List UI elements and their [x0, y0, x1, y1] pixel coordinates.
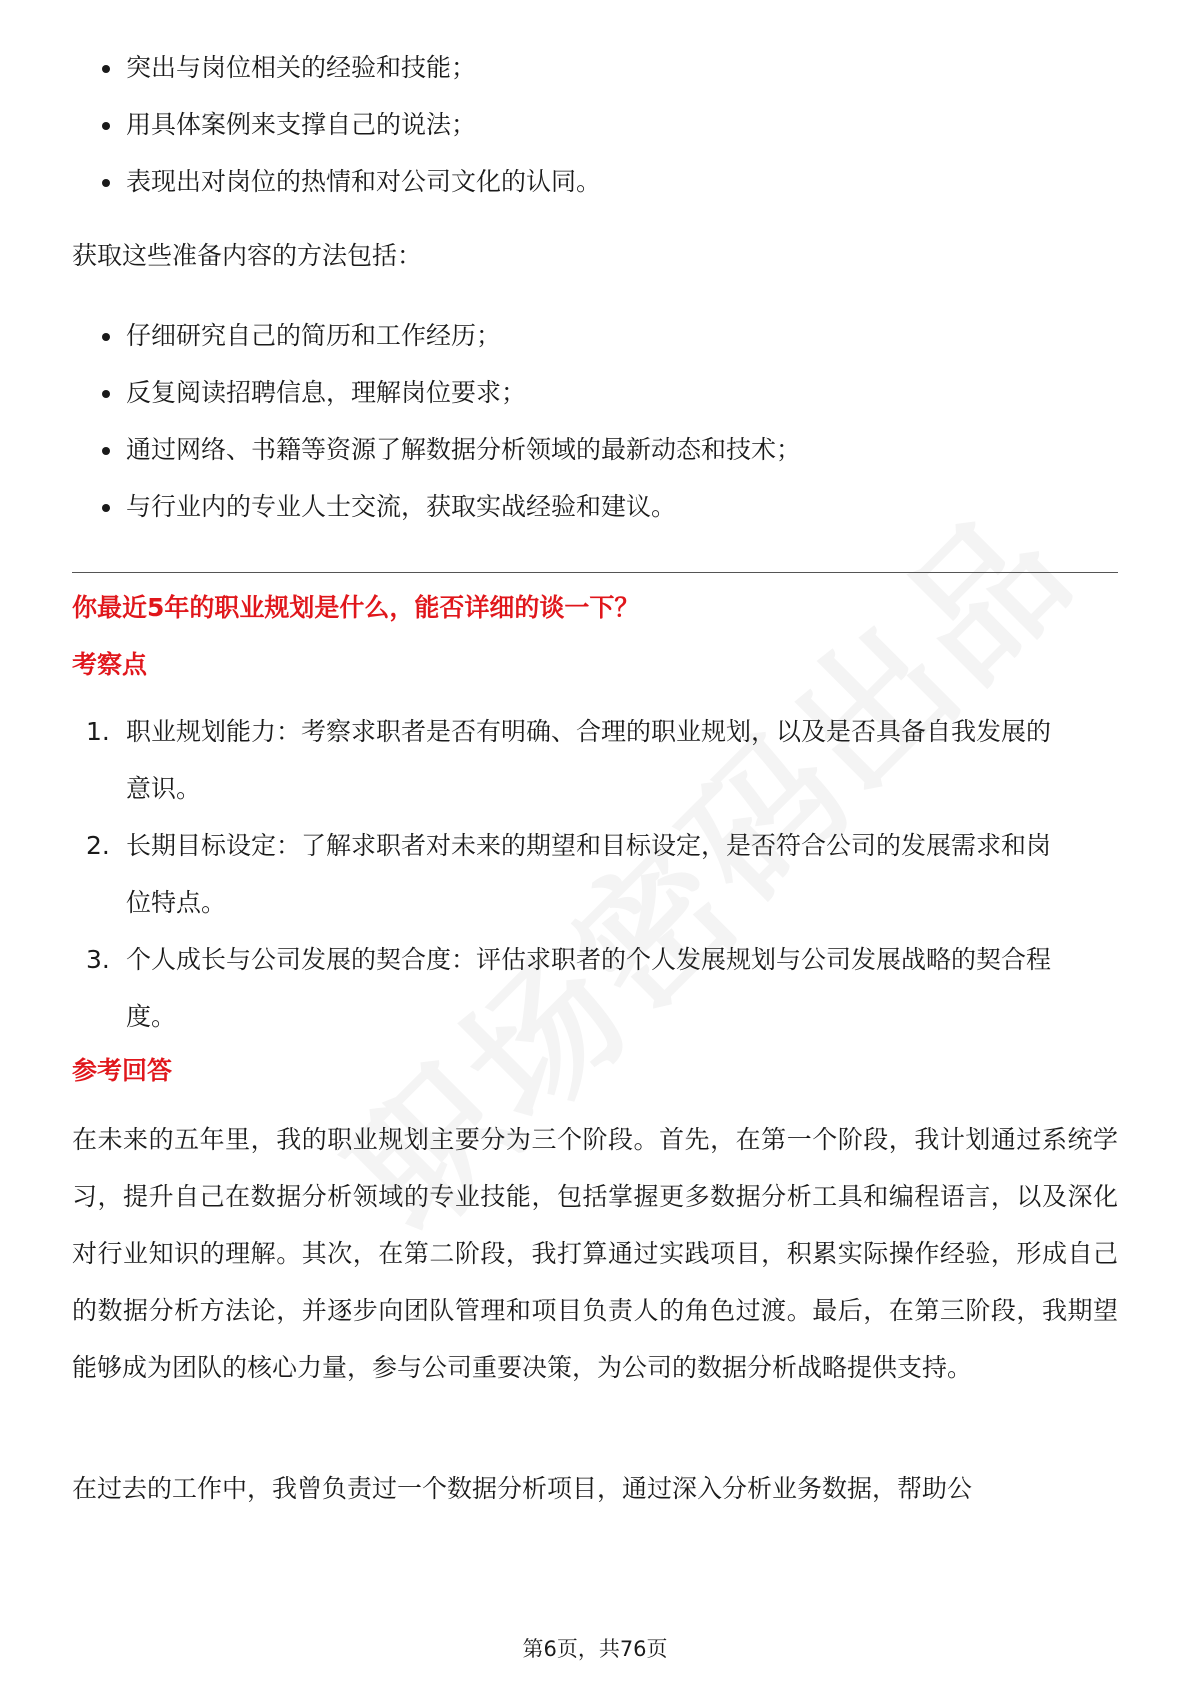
bullet-icon [102, 65, 110, 73]
list-item-text: 仔细研究自己的简历和工作经历； [126, 321, 502, 350]
item-number: 2. [86, 831, 110, 860]
question-heading: 你最近5年的职业规划是什么，能否详细的谈一下？ [72, 593, 640, 622]
item-number: 1. [86, 717, 110, 746]
page-footer: 第6页，共76页 [522, 1637, 668, 1661]
list-item [72, 107, 1118, 143]
list-item [72, 50, 1118, 86]
tips-list [72, 50, 1118, 221]
bullet-icon [102, 390, 110, 398]
list-item-text: 通过网络、书籍等资源了解数据分析领域的最新动态和技术； [126, 435, 802, 464]
exam-points-list [72, 703, 1072, 1045]
list-item [72, 931, 1072, 1045]
methods-list [72, 318, 1118, 546]
list-item [72, 318, 1118, 354]
list-item-text: 长期目标设定：了解求职者对未来的期望和目标设定，是否符合公司的发展需求和岗位特点。 [126, 831, 1052, 917]
bullet-icon [102, 504, 110, 512]
list-item [72, 432, 1118, 468]
list-item-text: 突出与岗位相关的经验和技能； [126, 53, 477, 82]
list-item [72, 489, 1118, 525]
answer-paragraph: 在未来的五年里，我的职业规划主要分为三个阶段。首先，在第一个阶段，我计划通过系统学习，提升自己在数据分析领域的专业技能，包括掌握更多数据分析工具和编程语言，以及深化对行业知识的理解。其次，在第二阶段，我打算通过实践项目，积累实际操作经验，形成自己的数据分析方法论，并逐步向团队管理和项目负责人的角色过渡。最后，在第三阶段，我期望能够成为团队的核心力量，参与公司重要决策，为公司的数据分析战略提供支持。 [72, 1125, 1118, 1382]
item-number: 3. [86, 945, 110, 974]
list-item [72, 817, 1072, 931]
bullet-icon [102, 333, 110, 341]
answer-label: 参考回答 [72, 1056, 173, 1085]
bullet-icon [102, 179, 110, 187]
section-divider [72, 572, 1118, 573]
list-item-text: 用具体案例来支撑自己的说法； [126, 110, 477, 139]
list-item-text: 个人成长与公司发展的契合度：评估求职者的个人发展规划与公司发展战略的契合程度。 [126, 945, 1052, 1031]
bullet-icon [102, 122, 110, 130]
list-item-text: 与行业内的专业人士交流，获取实战经验和建议。 [126, 492, 677, 521]
methods-intro: 获取这些准备内容的方法包括： [72, 241, 423, 270]
list-item [72, 703, 1072, 817]
list-item-text: 职业规划能力：考察求职者是否有明确、合理的职业规划，以及是否具备自我发展的意识。 [126, 717, 1052, 803]
list-item-text: 反复阅读招聘信息，理解岗位要求； [126, 378, 527, 407]
bullet-icon [102, 447, 110, 455]
list-item [72, 375, 1118, 411]
list-item [72, 164, 1118, 200]
answer-paragraph: 在过去的工作中，我曾负责过一个数据分析项目，通过深入分析业务数据，帮助公 [72, 1474, 973, 1503]
exam-points-label: 考察点 [72, 650, 148, 679]
list-item-text: 表现出对岗位的热情和对公司文化的认同。 [126, 167, 602, 196]
